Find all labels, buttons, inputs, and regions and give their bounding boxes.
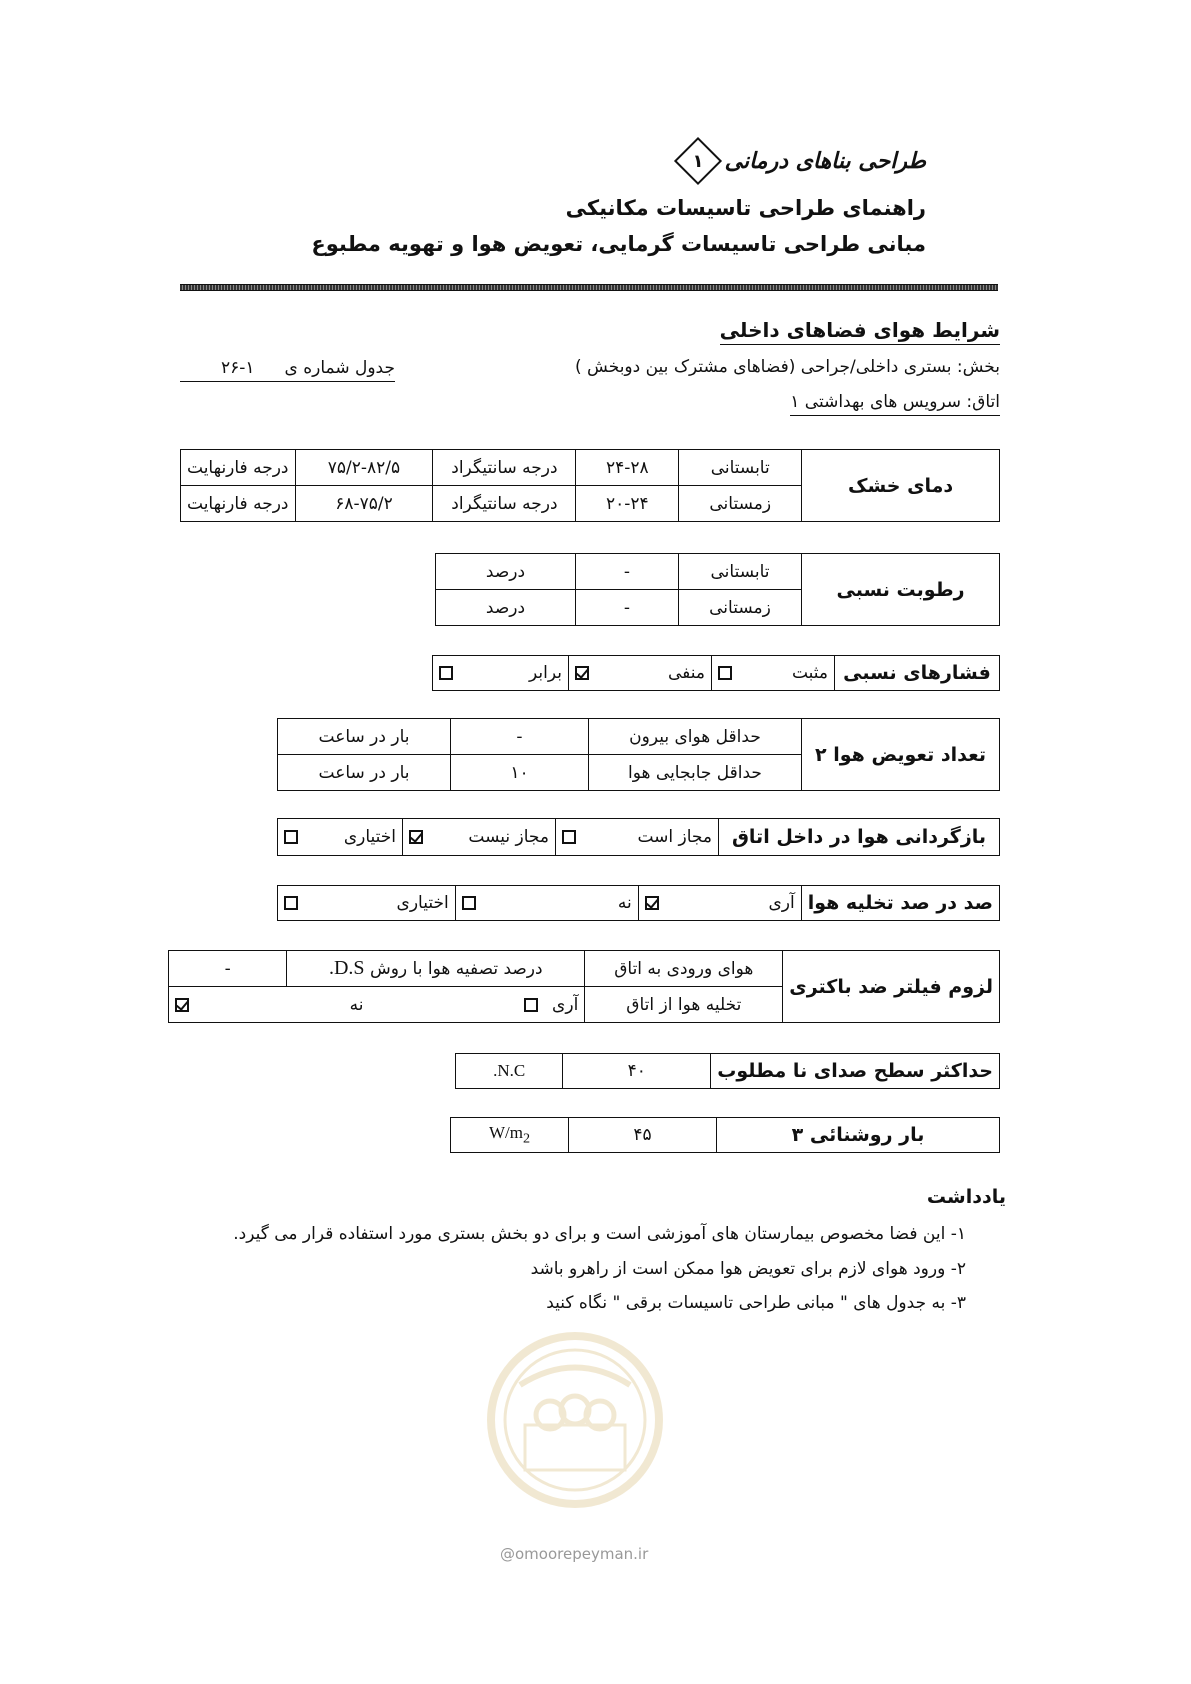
room-text: اتاق: سرویس های بهداشتی ۱	[790, 392, 1000, 416]
air-change-label: تعداد تعویض هوا ۲	[802, 719, 1000, 791]
checkbox-not-allowed[interactable]	[409, 830, 423, 844]
note-item: ۳- به جدول های " مبانی طراحی تاسیسات برقی " نگاه کنید	[546, 1293, 966, 1313]
filter-label: لزوم فیلتر ضد باکتری	[783, 951, 1000, 1023]
checkbox-negative[interactable]	[575, 666, 589, 680]
fahrenheit-cell: ۶۸-۷۵/۲	[295, 486, 433, 522]
checkbox-optional[interactable]	[284, 896, 298, 910]
lighting-value: ۴۵	[569, 1118, 717, 1153]
table-number	[180, 358, 395, 382]
lighting-label: بار روشنائی ۳	[717, 1118, 1000, 1153]
noise-label: حداکثر سطح صدای نا مطلوب	[711, 1054, 1000, 1089]
celsius-cell: ۲۰-۲۴	[576, 486, 679, 522]
celsius-unit: درجه سانتیگراد	[433, 486, 576, 522]
watermark-text: @omoorepeyman.ir	[500, 1545, 649, 1563]
humidity-table	[435, 553, 1000, 626]
noise-value: ۴۰	[563, 1054, 711, 1089]
option-label: مجاز نیست	[468, 827, 549, 847]
checkbox-yes[interactable]	[645, 896, 659, 910]
option-label: مجاز است	[637, 827, 712, 847]
air-change-unit: بار در ساعت	[278, 719, 451, 755]
checkbox-optional[interactable]	[284, 830, 298, 844]
air-change-table	[277, 718, 1000, 791]
humidity-value: -	[576, 554, 679, 590]
season-cell: تابستانی	[679, 450, 802, 486]
season-cell: زمستانی	[679, 486, 802, 522]
note-item: ۱- این فضا مخصوص بیمارستان های آموزشی است و برای دو بخش بستری مورد استفاده قرار می گیرد.	[233, 1224, 966, 1244]
air-change-name: حداقل جابجایی هوا	[589, 755, 802, 791]
title-text: طراحی بناهای درمانی	[724, 148, 926, 174]
dry-temp-table	[180, 449, 1000, 522]
pressure-label: فشارهای نسبی	[835, 656, 1000, 691]
option-label: آری	[552, 994, 579, 1015]
option-label: آری	[768, 893, 795, 913]
option-label: اختیاری	[396, 893, 449, 913]
humidity-label: رطوبت نسبی	[802, 554, 1000, 626]
table-number-value: ۲۶-۱	[220, 358, 255, 378]
checkbox-allowed[interactable]	[562, 830, 576, 844]
celsius-cell: ۲۴-۲۸	[576, 450, 679, 486]
dry-temp-label: دمای خشک	[802, 450, 1000, 522]
option-label: منفی	[667, 663, 705, 683]
volume-badge	[674, 137, 722, 185]
filter-row1-desc: درصد تصفیه هوا با روش	[369, 959, 543, 979]
air-change-name: حداقل هوای بیرون	[589, 719, 802, 755]
noise-unit: N.C.	[456, 1054, 563, 1089]
option-label: برابر	[529, 663, 562, 683]
department-text: بخش: بستری داخلی/جراحی (فضاهای مشترک بین دوبخش )	[575, 357, 1000, 377]
filter-table	[168, 950, 1000, 1023]
lighting-table	[450, 1117, 1000, 1153]
option-label: نه	[617, 893, 632, 913]
checkbox-positive[interactable]	[718, 666, 732, 680]
fahrenheit-unit: درجه فارنهایت	[181, 450, 296, 486]
recirculation-label: بازگردانی هوا در داخل اتاق	[719, 819, 1000, 856]
exhaust-label: صد در صد تخلیه هوا	[801, 886, 999, 921]
option-label: اختیاری	[343, 827, 396, 847]
season-cell: زمستانی	[679, 590, 802, 626]
checkbox-no[interactable]	[462, 896, 476, 910]
document-title	[681, 144, 926, 178]
checkbox-equal[interactable]	[439, 666, 453, 680]
fahrenheit-cell: ۷۵/۲-۸۲/۵	[295, 450, 433, 486]
celsius-unit: درجه سانتیگراد	[433, 450, 576, 486]
subtitle-2: مبانی طراحی تاسیسات گرمایی، تعویض هوا و تهویه مطبوع	[311, 232, 926, 256]
subtitle-1: راهنمای طراحی تاسیسات مکانیکی	[565, 196, 926, 220]
humidity-value: -	[576, 590, 679, 626]
lighting-unit: $W/m_2$	[451, 1118, 569, 1153]
filter-method: D.S.	[328, 957, 365, 979]
pressure-table	[432, 655, 1000, 691]
checkbox-no[interactable]	[175, 998, 189, 1012]
filter-row2-name: تخلیه هوا از اتاق	[585, 987, 783, 1023]
air-change-value: ۱۰	[451, 755, 589, 791]
humidity-unit: درصد	[436, 590, 576, 626]
note-item: ۲- ورود هوای لازم برای تعویض هوا ممکن است از راهرو باشد	[530, 1259, 966, 1279]
watermark-logo	[485, 1330, 665, 1545]
filter-row1-name: هوای ورودی به اتاق	[585, 951, 783, 987]
header-rule	[180, 284, 998, 291]
option-label: مثبت	[791, 663, 828, 683]
fahrenheit-unit: درجه فارنهایت	[181, 486, 296, 522]
checkbox-yes[interactable]	[524, 998, 538, 1012]
air-change-unit: بار در ساعت	[278, 755, 451, 791]
volume-number: ۱	[692, 150, 704, 172]
filter-row1-value: -	[169, 951, 287, 987]
table-label: جدول شماره ی	[284, 358, 395, 378]
section-title: شرایط هوای فضاهای داخلی	[720, 318, 1000, 345]
noise-table	[455, 1053, 1000, 1089]
humidity-unit: درصد	[436, 554, 576, 590]
air-change-value: -	[451, 719, 589, 755]
recirculation-table	[277, 818, 1000, 856]
exhaust-table	[277, 885, 1000, 921]
season-cell: تابستانی	[679, 554, 802, 590]
option-label: نه	[349, 994, 364, 1015]
notes-title: یادداشت	[926, 1186, 1006, 1208]
